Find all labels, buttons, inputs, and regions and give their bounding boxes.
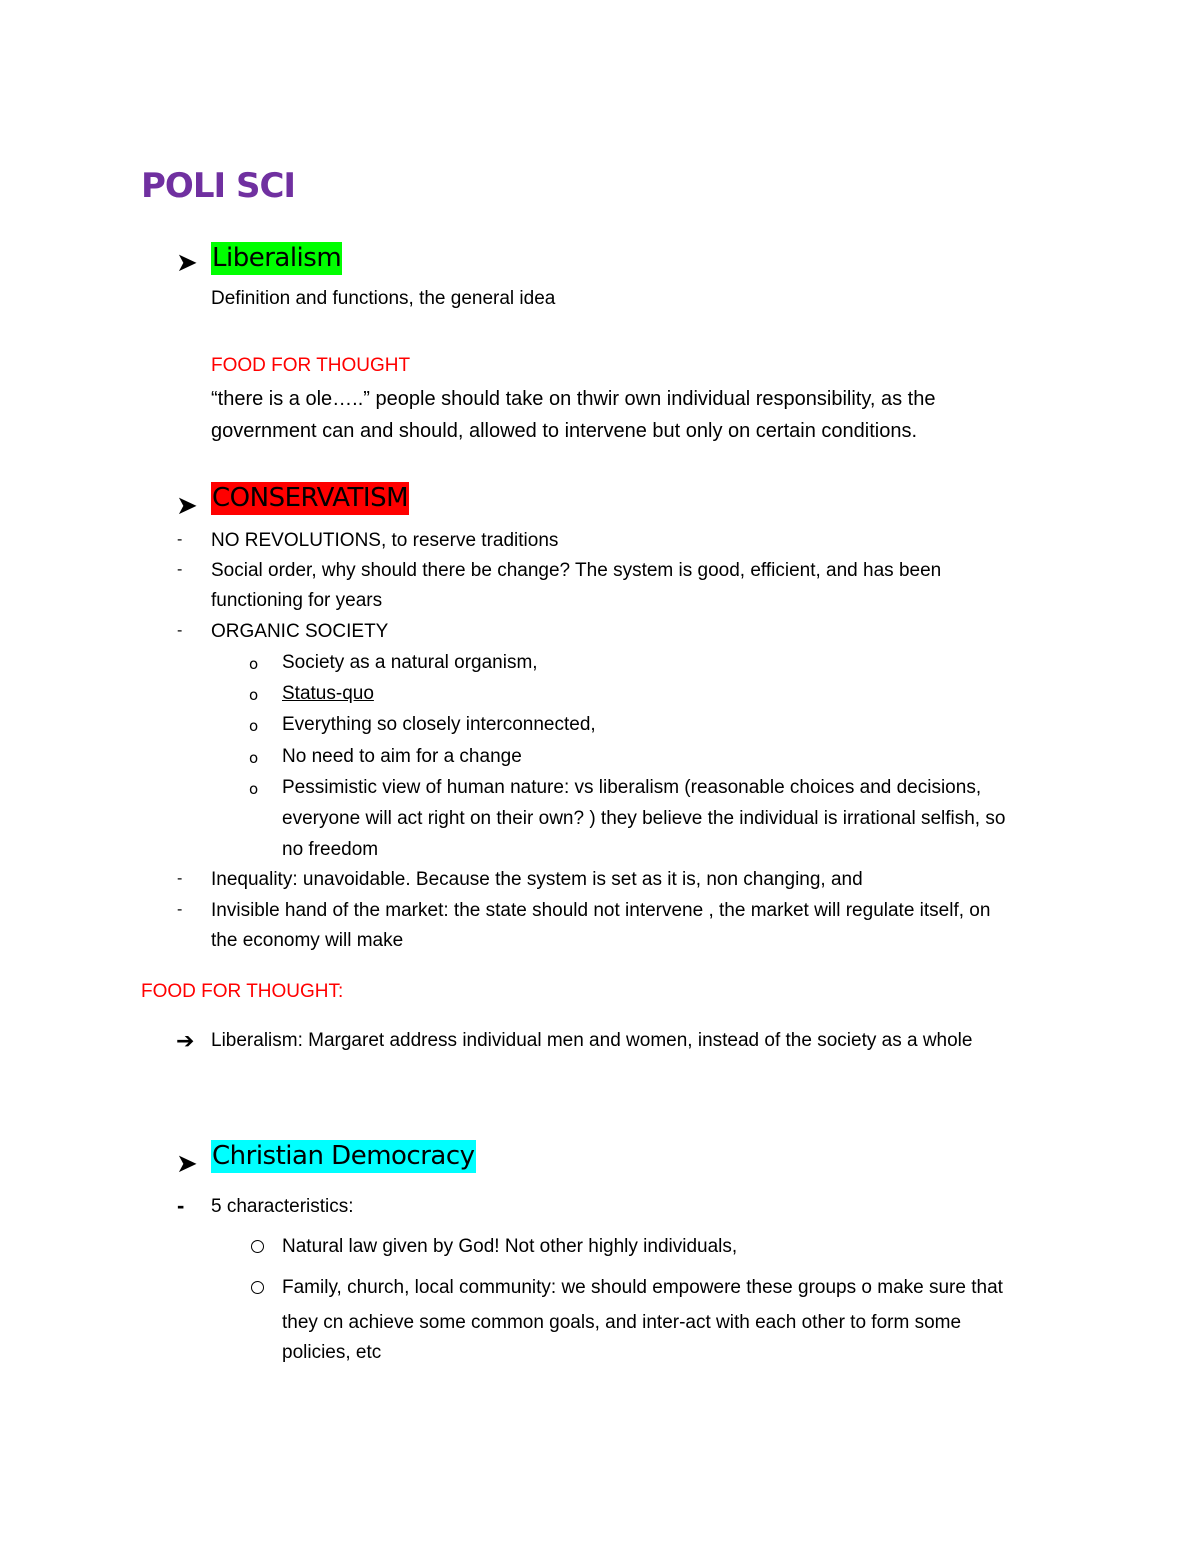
sub-list-item: Pessimistic view of human nature: vs liberalism (reasonable choices and decisions, — [282, 777, 982, 798]
list-item-continuation: functioning for years — [211, 590, 383, 611]
heading-christian-democracy: Christian Democracy — [212, 1141, 475, 1171]
sub-list-item: Family, church, local community: we should empowere these groups o make sure that — [282, 1277, 1003, 1298]
arrowhead-bullet-icon: ➤ — [176, 490, 198, 520]
arrowhead-bullet-icon: ➤ — [176, 1148, 198, 1178]
sub-list-item-continuation: no freedom — [282, 839, 379, 860]
heading-liberalism: Liberalism — [212, 243, 342, 273]
list-item: ORGANIC SOCIETY — [211, 621, 389, 642]
sub-list-item-continuation: everyone will act right on their own? ) they believe the individual is irrational selfish, so — [282, 808, 1006, 829]
dash-bullet: - — [177, 531, 183, 548]
list-item: NO REVOLUTIONS, to reserve traditions — [211, 530, 559, 551]
sub-bullet: o — [249, 749, 259, 767]
liberalism-definition: Definition and functions, the general idea — [211, 288, 556, 309]
heading-conservatism: CONSERVATISM — [212, 483, 409, 513]
right-arrow-icon: ➔ — [176, 1028, 195, 1053]
sub-list-item: Society as a natural organism, — [282, 652, 538, 673]
sub-list-item: No need to aim for a change — [282, 746, 522, 767]
sub-list-item-continuation: policies, etc — [282, 1342, 382, 1363]
list-item: Inequality: unavoidable. Because the system is set as it is, non changing, and — [211, 869, 863, 890]
dash-bullet: - — [177, 870, 183, 887]
sub-bullet: o — [249, 717, 259, 735]
dash-bullet: - — [177, 561, 183, 578]
list-item: Social order, why should there be change? The system is good, efficient, and has been — [211, 560, 942, 581]
sub-list-item: Natural law given by God! Not other highly individuals, — [282, 1236, 738, 1257]
food-for-thought-label: FOOD FOR THOUGHT: — [141, 981, 344, 1002]
page-title: POLI SCI — [141, 166, 296, 206]
sub-bullet: o — [249, 780, 259, 798]
dash-bullet: - — [177, 622, 183, 639]
food-for-thought-label: FOOD FOR THOUGHT — [211, 355, 411, 376]
dash-bullet: - — [177, 901, 183, 918]
dash-bullet: - — [177, 1193, 185, 1218]
hollow-circle-icon — [251, 1240, 264, 1253]
hollow-circle-icon — [251, 1281, 264, 1294]
sub-bullet: o — [249, 655, 259, 673]
arrowhead-bullet-icon: ➤ — [176, 247, 198, 277]
liberalism-quote-line: government can and should, allowed to intervene but only on certain conditions. — [211, 420, 918, 442]
liberalism-quote-line: “there is a ole…..” people should take on thwir own individual responsibility, as the — [211, 388, 936, 410]
sub-list-item: Status-quo — [282, 683, 374, 704]
list-item-continuation: the economy will make — [211, 930, 404, 951]
sub-list-item-continuation: they cn achieve some common goals, and inter-act with each other to form some — [282, 1312, 962, 1333]
arrow-list-item: Liberalism: Margaret address individual men and women, instead of the society as a whole — [211, 1030, 973, 1051]
sub-list-item: Everything so closely interconnected, — [282, 714, 596, 735]
sub-bullet: o — [249, 686, 259, 704]
list-item: Invisible hand of the market: the state should not intervene , the market will regulate itself, on — [211, 900, 991, 921]
list-item: 5 characteristics: — [211, 1196, 354, 1217]
